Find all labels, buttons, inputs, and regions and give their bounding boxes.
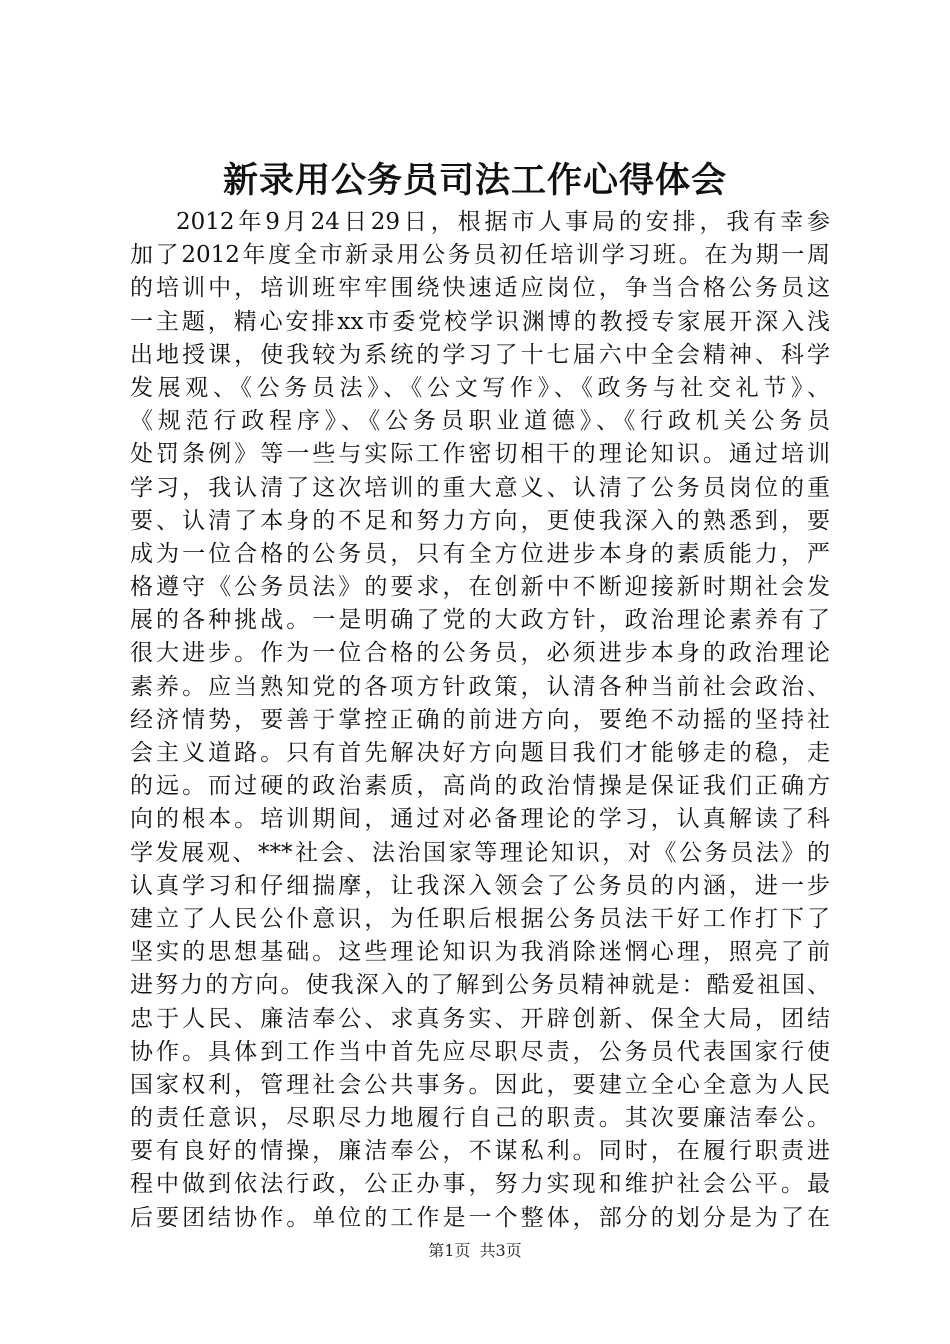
document-title: 新录用公务员司法工作心得体会 <box>222 160 727 201</box>
page-number: 第1页 <box>428 1241 471 1260</box>
document-body <box>130 206 830 1235</box>
body-line: 认真学习和仔细揣摩，让我深入领会了公务员的内涵，进一步 <box>130 872 830 899</box>
body-line: 坚实的思想基础。这些理论知识为我消除迷惘心理，照亮了前 <box>130 939 830 966</box>
body-line: 向的根本。培训期间，通过对必备理论的学习，认真解读了科 <box>130 806 830 833</box>
page-footer <box>0 1240 950 1262</box>
body-line: 处罚条例》等一些与实际工作密切相干的理论知识。通过培训 <box>130 441 830 468</box>
body-line: 《规范行政程序》、《公务员职业道德》、《行政机关公务员 <box>130 408 830 435</box>
body-line: 很大进步。作为一位合格的公务员，必须进步本身的政治理论 <box>130 640 830 667</box>
body-line: 的培训中，培训班牢牢围绕快速适应岗位，争当合格公务员这 <box>130 275 830 302</box>
body-line: 素养。应当熟知党的各项方针政策，认清各种当前社会政治、 <box>130 673 830 700</box>
body-line: 出地授课，使我较为系统的学习了十七届六中全会精神、科学 <box>130 341 830 368</box>
body-line: 学发展观、***社会、法治国家等理论知识，对《公务员法》的 <box>130 839 830 866</box>
body-line: 要、认清了本身的不足和努力方向，更使我深入的熟悉到，要 <box>130 507 830 534</box>
body-line: 建立了人民公仆意识，为任职后根据公务员法干好工作打下了 <box>130 905 830 932</box>
page-total: 共3页 <box>479 1241 522 1260</box>
body-line: 展的各种挑战。一是明确了党的大政方针，政治理论素养有了 <box>130 607 830 634</box>
body-line: 程中做到依法行政，公正办事，努力实现和维护社会公平。最 <box>130 1171 830 1198</box>
body-line: 的责任意识，尽职尽力地履行自己的职责。其次要廉洁奉公。 <box>130 1105 830 1132</box>
body-line: 学习，我认清了这次培训的重大意义、认清了公务员岗位的重 <box>130 474 830 501</box>
body-line: 进努力的方向。使我深入的了解到公务员精神就是：酷爱祖国、 <box>130 972 830 999</box>
body-line: 成为一位合格的公务员，只有全方位进步本身的素质能力，严 <box>130 540 830 567</box>
body-line: 格遵守《公务员法》的要求，在创新中不断迎接新时期社会发 <box>130 574 830 601</box>
body-line: 国家权利，管理社会公共事务。因此，要建立全心全意为人民 <box>130 1071 830 1098</box>
body-line: 加了2012年度全市新录用公务员初任培训学习班。在为期一周 <box>130 242 830 269</box>
body-line: 经济情势，要善于掌控正确的前进方向，要绝不动摇的坚持社 <box>130 706 830 733</box>
body-line: 2012年9月24日29日，根据市人事局的安排，我有幸参 <box>176 209 830 235</box>
body-line: 协作。具体到工作当中首先应尽职尽责，公务员代表国家行使 <box>130 1038 830 1065</box>
body-line: 后要团结协作。单位的工作是一个整体，部分的划分是为了在 <box>130 1204 830 1231</box>
body-line: 一主题，精心安排xx市委党校学识渊博的教授专家展开深入浅 <box>130 308 830 335</box>
body-line: 会主义道路。只有首先解决好方向题目我们才能够走的稳，走 <box>130 740 830 766</box>
body-line: 的远。而过硬的政治素质，高尚的政治情操是保证我们正确方 <box>130 773 830 800</box>
body-line: 忠于人民、廉洁奉公、求真务实、开辟创新、保全大局，团结 <box>130 1005 830 1032</box>
body-line: 要有良好的情操，廉洁奉公，不谋私利。同时，在履行职责进 <box>130 1138 830 1165</box>
body-line: 发展观、《公务员法》、《公文写作》、《政务与社交礼节》、 <box>130 374 830 401</box>
